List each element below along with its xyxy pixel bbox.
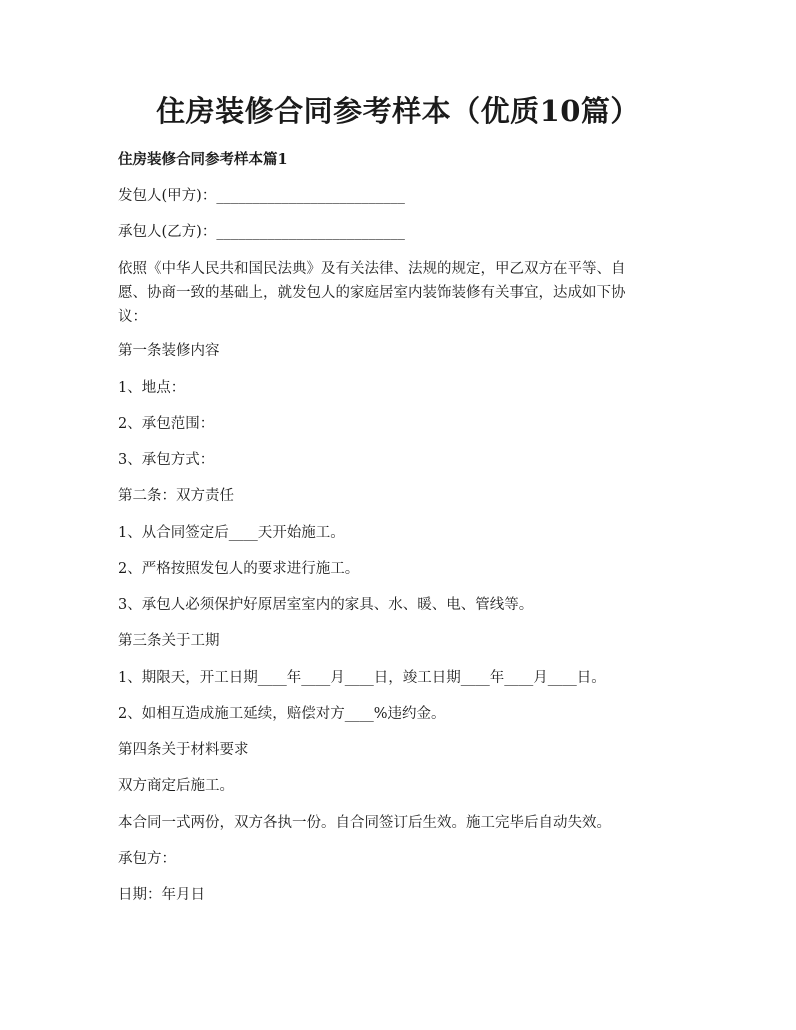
article2-title: 第二条：双方责任	[118, 488, 234, 504]
article2-item: 3、承包人必须保护好原居室室内的家具、水、暖、电、管线等。	[118, 597, 534, 613]
article1-item: 3、承包方式：	[118, 452, 215, 468]
closing-text: 本合同一式两份，双方各执一份。自合同签订后生效。施工完毕后自动失效。	[118, 815, 611, 831]
article1-item: 1、地点：	[118, 380, 186, 396]
article2-item: 1、从合同签定后____天开始施工。	[118, 525, 345, 541]
section-heading: 住房装修合同参考样本篇1	[118, 151, 288, 168]
article4-title: 第四条关于材料要求	[118, 742, 249, 758]
party-a-field: 发包人(甲方)：__________________________	[118, 188, 405, 204]
article1-item: 2、承包范围：	[118, 416, 215, 432]
intro-line: 议：	[118, 309, 147, 325]
article2-item: 2、严格按照发包人的要求进行施工。	[118, 561, 360, 577]
contractor-signature-label: 承包方：	[118, 851, 176, 867]
article4-text: 双方商定后施工。	[118, 778, 234, 794]
article1-title: 第一条装修内容	[118, 343, 220, 359]
document-title: 住房装修合同参考样本（优质10篇）	[156, 94, 640, 128]
article3-title: 第三条关于工期	[118, 633, 220, 649]
intro-line: 愿、协商一致的基础上，就发包人的家庭居室内装饰装修有关事宜，达成如下协	[118, 285, 626, 301]
article3-item: 2、如相互造成施工延续，赔偿对方____%违约金。	[118, 706, 446, 722]
article3-item: 1、期限天，开工日期____年____月____日，竣工日期____年____月____日。	[118, 670, 606, 686]
intro-line: 依照《中华人民共和国民法典》及有关法律、法规的规定，甲乙双方在平等、自	[118, 261, 626, 277]
party-b-field: 承包人(乙方)：__________________________	[118, 224, 405, 240]
intro-paragraph	[118, 257, 686, 329]
date-label: 日期：年月日	[118, 887, 205, 903]
